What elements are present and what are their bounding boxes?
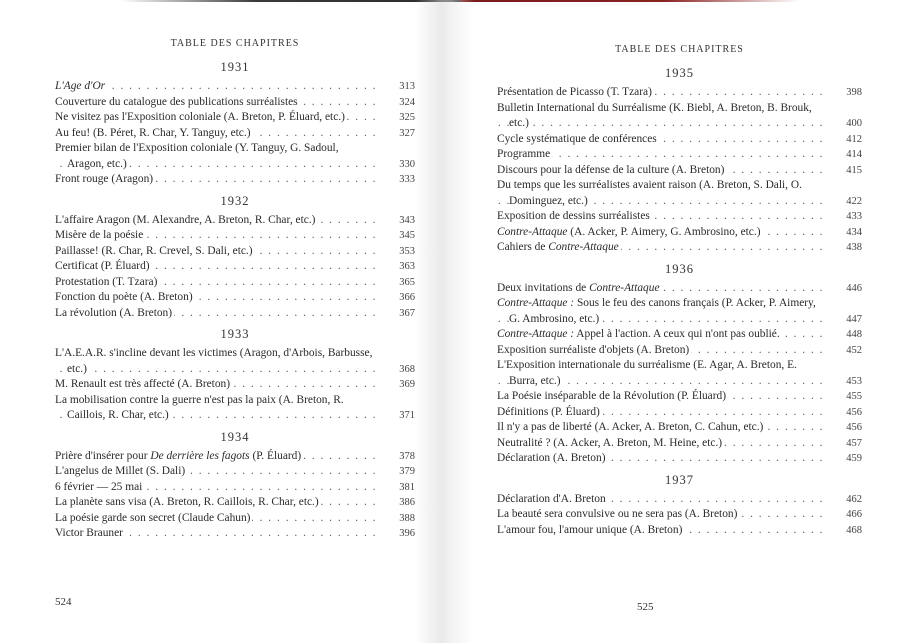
toc-entry[interactable] [55,511,415,527]
entry-title-text: Discours pour la défense de la culture (A. Breton) [497,163,725,176]
toc-entry[interactable] [497,296,862,327]
entry-title [55,511,377,527]
entry-page-number: 462 [846,493,862,505]
entry-title [55,377,377,393]
entry-title [55,346,377,377]
entry-title-text: Deux invitations de [497,281,590,294]
entry-page-number: 468 [846,524,862,536]
entry-title-italic: Contre-Attaque [589,281,660,294]
toc-entry[interactable] [55,275,415,291]
entry-title [55,275,377,291]
entry-title-text: L'angelus de Millet (S. Dali) [55,465,186,477]
toc-section [497,473,862,539]
entry-title [497,389,824,405]
toc-entry[interactable] [497,163,862,179]
toc-entry[interactable] [497,178,862,209]
entry-title-italic: Contre-Attaque [548,241,619,253]
entry-title-text: Déclaration d'A. Breton [497,492,606,505]
entry-title [497,225,824,241]
entry-title [497,436,824,452]
entry-page-number: 371 [399,410,415,421]
entry-title [497,523,824,539]
toc-entry[interactable] [497,420,862,436]
entry-title-text: Du temps que les surréalistes avaient raison (A. Breton, S. Dali, O. Dominguez, etc.) [497,179,802,207]
toc-section [497,66,862,256]
toc-entry[interactable] [497,240,862,256]
toc-entry[interactable] [55,172,415,188]
toc-entry[interactable] [55,393,415,424]
page-number: 525 [637,601,654,613]
entry-title-text: Cycle systématique de conférences [497,132,657,145]
entry-title [497,240,824,256]
toc-entry[interactable] [55,464,415,480]
entry-page-number: 452 [846,344,862,356]
entry-title-text: L'affaire Aragon (M. Alexandre, A. Breton, R. Char, etc.) [55,213,316,226]
toc-entry[interactable] [497,358,862,389]
section-year-heading: 1932 [220,193,250,208]
entry-title [55,526,377,542]
entry-title-rest: Appel à l'action. A ceux qui n'ont pas oublié. [574,328,780,340]
entry-title [55,259,377,275]
entry-title-text: La planète sans visa (A. Breton, R. Caillois, R. Char, etc.) [55,496,319,508]
entry-title-text: Premier bilan de l'Exposition coloniale (Y. Tanguy, G. Sadoul, Aragon, etc.) [55,142,339,170]
running-head: TABLE DES CHAPITRES [170,38,300,49]
entry-title [55,480,377,496]
section-year-heading: 1935 [665,66,694,80]
entry-title-italic: L'Age d'Or [55,80,106,92]
entry-title-text: L'amour fou, l'amour unique (A. Breton) [497,523,683,536]
toc-content [497,66,862,538]
toc-entry[interactable] [55,95,415,111]
entry-page-number: 456 [846,406,862,418]
toc-section [497,262,862,467]
toc-section [55,430,415,542]
entry-page-number: 381 [399,481,415,493]
entry-title [497,178,824,209]
entry-page-number: 456 [846,422,862,433]
entry-title [497,492,824,508]
entry-page-number: 378 [399,450,415,462]
entry-page-number: 457 [846,437,862,449]
entry-page-number: 453 [846,375,862,387]
entry-title-text: La Poésie inséparable de la Révolution (P. Éluard) [497,390,727,402]
toc-entry[interactable] [55,126,415,142]
entry-page-number: 369 [399,379,415,390]
entry-page-number: 333 [399,174,415,185]
section-year-heading: 1937 [665,472,694,487]
entry-title-text: Certificat (P. Éluard) [55,260,150,272]
entry-title [497,281,824,297]
entry-page-number: 325 [399,112,415,123]
entry-title-text: Exposition surréaliste d'objets (A. Breton) [497,343,690,356]
entry-page-number: 414 [846,149,862,160]
running-head: TABLE DES CHAPITRES [615,44,744,55]
entry-title [55,228,377,244]
toc-entry[interactable] [55,495,415,511]
entry-page-number: 324 [399,96,415,108]
entry-page-number: 366 [399,292,415,303]
entry-title-text: La mobilisation contre la guerre n'est pas la paix (A. Breton, R. Caillois, R. Char, etc.) [55,393,344,421]
toc-entry[interactable] [497,507,862,523]
toc-entry[interactable] [55,228,415,244]
entry-title [55,172,377,188]
entry-title [497,132,824,148]
entry-title [497,327,824,343]
entry-title [55,495,377,511]
entry-page-number: 412 [846,133,862,145]
toc-entry[interactable] [55,306,415,322]
entry-title-rest: (A. Acker, P. Aimery, G. Ambrosino, etc.) [567,225,761,238]
toc-entry[interactable] [55,377,415,393]
entry-title-text: L'A.E.A.R. s'incline devant les victimes (Aragon, d'Arbois, Barbusse, etc.) [55,347,373,375]
entry-title-text: M. Renault est très affecté (A. Breton) [55,378,231,390]
toc-entry[interactable] [55,480,415,496]
entry-page-number: 379 [399,466,415,477]
toc-entry[interactable] [55,244,415,260]
book-gutter [415,0,475,643]
entry-title-italic: De derrière les fagots [150,449,250,462]
entry-title-text: Front rouge (Aragon) [55,173,154,185]
entry-title-italic: Contre-Attaque : [497,297,575,309]
entry-title [55,393,377,424]
entry-title [497,405,824,421]
toc-entry[interactable] [497,85,862,101]
entry-page-number: 422 [846,195,862,207]
toc-entry[interactable] [497,405,862,421]
entry-page-number: 365 [399,276,415,288]
entry-title [55,79,377,95]
toc-entry[interactable] [55,346,415,377]
section-year-heading: 1934 [220,429,250,444]
entry-title-text: Présentation de Picasso (T. Tzara) [497,86,652,98]
toc-entry[interactable] [497,523,862,539]
toc-entry[interactable] [55,449,415,465]
entry-title [497,507,824,523]
entry-page-number: 345 [399,230,415,241]
toc-entry[interactable] [497,389,862,405]
entry-title-text: Au feu! (B. Péret, R. Char, Y. Tanguy, etc.) [55,126,251,139]
toc-entry[interactable] [497,147,862,163]
toc-entry[interactable] [55,110,415,126]
entry-page-number: 396 [399,528,415,539]
entry-page-number: 455 [846,391,862,402]
toc-entry[interactable] [497,281,862,297]
entry-page-number: 330 [399,158,415,170]
entry-page-number: 388 [399,512,415,524]
entry-page-number: 448 [846,329,862,340]
section-year-heading: 1936 [665,261,694,276]
entry-title-italic: Contre-Attaque [497,225,568,238]
entry-title-text: La poésie garde son secret (Claude Cahun) [55,511,251,524]
entry-page-number: 433 [846,211,862,222]
toc-entry[interactable] [497,132,862,148]
entry-title-text: La révolution (A. Breton) [55,306,173,319]
entry-title [55,306,377,322]
toc-section [55,327,415,424]
entry-page-number: 415 [846,164,862,176]
entry-title-text: Définitions (P. Éluard) [497,405,600,418]
entry-page-number: 386 [399,497,415,508]
entry-title-text: Programme [497,148,551,160]
entry-page-number: 466 [846,509,862,520]
entry-page-number: 400 [846,118,862,129]
entry-page-number: 367 [399,307,415,319]
toc-entry[interactable] [497,327,862,343]
entry-title-text: Paillasse! (R. Char, R. Crevel, S. Dali, etc.) [55,244,253,257]
toc-entry[interactable] [497,101,862,132]
entry-page-number: 313 [399,81,415,92]
entry-title [55,449,377,465]
toc-entry[interactable] [55,141,415,172]
entry-title [55,244,377,260]
entry-title [497,343,824,359]
entry-title [497,101,824,132]
entry-title [55,464,377,480]
left-page [55,0,415,643]
entry-title [55,95,377,111]
entry-title [55,141,377,172]
entry-title [497,451,824,467]
entry-title-text: Exposition de dessins surréalistes [497,210,650,222]
entry-title [497,420,824,436]
entry-title-text: Protestation (T. Tzara) [55,275,158,288]
entry-title [497,358,824,389]
page-number: 524 [55,596,72,608]
entry-title-text: Il n'y a pas de liberté (A. Acker, A. Breton, C. Cahun, etc.) [497,421,764,433]
entry-title-text: Bulletin International du Surréalisme (K. Biebl, A. Breton, B. Brouk, etc.) [497,101,812,129]
entry-title [55,213,377,229]
toc-entry[interactable] [55,526,415,542]
entry-title-text: Neutralité ? (A. Acker, A. Breton, M. Heine, etc.) [497,436,723,449]
entry-title-italic: Contre-Attaque : [497,328,575,340]
entry-page-number: 368 [399,363,415,375]
entry-page-number: 343 [399,214,415,226]
entry-title [497,147,824,163]
entry-title-text: Fonction du poète (A. Breton) [55,291,193,303]
entry-page-number: 363 [399,261,415,272]
toc-section [55,60,415,188]
entry-page-number: 434 [846,226,862,238]
toc-entry[interactable] [497,436,862,452]
entry-page-number: 447 [846,313,862,325]
entry-title [497,209,824,225]
entry-title-text: Victor Brauner [55,527,123,539]
entry-title-text: Couverture du catalogue des publications surréalistes [55,95,298,108]
entry-title-text: Misère de la poésie [55,229,144,241]
entry-page-number: 398 [846,87,862,98]
toc-entry[interactable] [497,209,862,225]
entry-title-text: Prière d'insérer pour [55,449,151,462]
toc-entry[interactable] [55,213,415,229]
entry-title [55,110,377,126]
toc-entry[interactable] [497,225,862,241]
entry-page-number: 353 [399,245,415,257]
toc-entry[interactable] [497,451,862,467]
entry-page-number: 438 [846,242,862,253]
entry-title-text: 6 février — 25 mai [55,480,143,493]
entry-page-number: 459 [846,453,862,464]
toc-entry[interactable] [55,79,415,95]
entry-title [55,126,377,142]
entry-title [497,85,824,101]
entry-title-text: La beauté sera convulsive ou ne sera pas (A. Breton) [497,508,738,520]
entry-title-text: Ne visitez pas l'Exposition coloniale (A. Breton, P. Éluard, etc.) [55,111,345,123]
toc-entry[interactable] [497,343,862,359]
entry-title [497,163,824,179]
entry-title-text: Déclaration (A. Breton) [497,452,606,464]
toc-content [55,60,415,542]
toc-entry[interactable] [55,290,415,306]
toc-entry[interactable] [55,259,415,275]
entry-page-number: 446 [846,282,862,294]
entry-title-text: L'Exposition internationale du surréalisme (E. Agar, A. Breton, E. Burra, etc.) [497,359,797,387]
section-year-heading: 1933 [220,327,250,341]
toc-entry[interactable] [497,492,862,508]
right-page [497,0,862,643]
entry-title-text: Cahiers de [497,241,549,253]
entry-page-number: 327 [399,127,415,139]
section-year-heading: 1931 [220,60,250,74]
entry-title [55,290,377,306]
toc-section [55,194,415,322]
entry-title-rest: (P. Éluard) [249,449,302,462]
entry-title-rest: Sous le feu des canons français (P. Acker, P. Aimery, G. Ambrosino, etc.) [509,297,816,325]
entry-title [497,296,824,327]
